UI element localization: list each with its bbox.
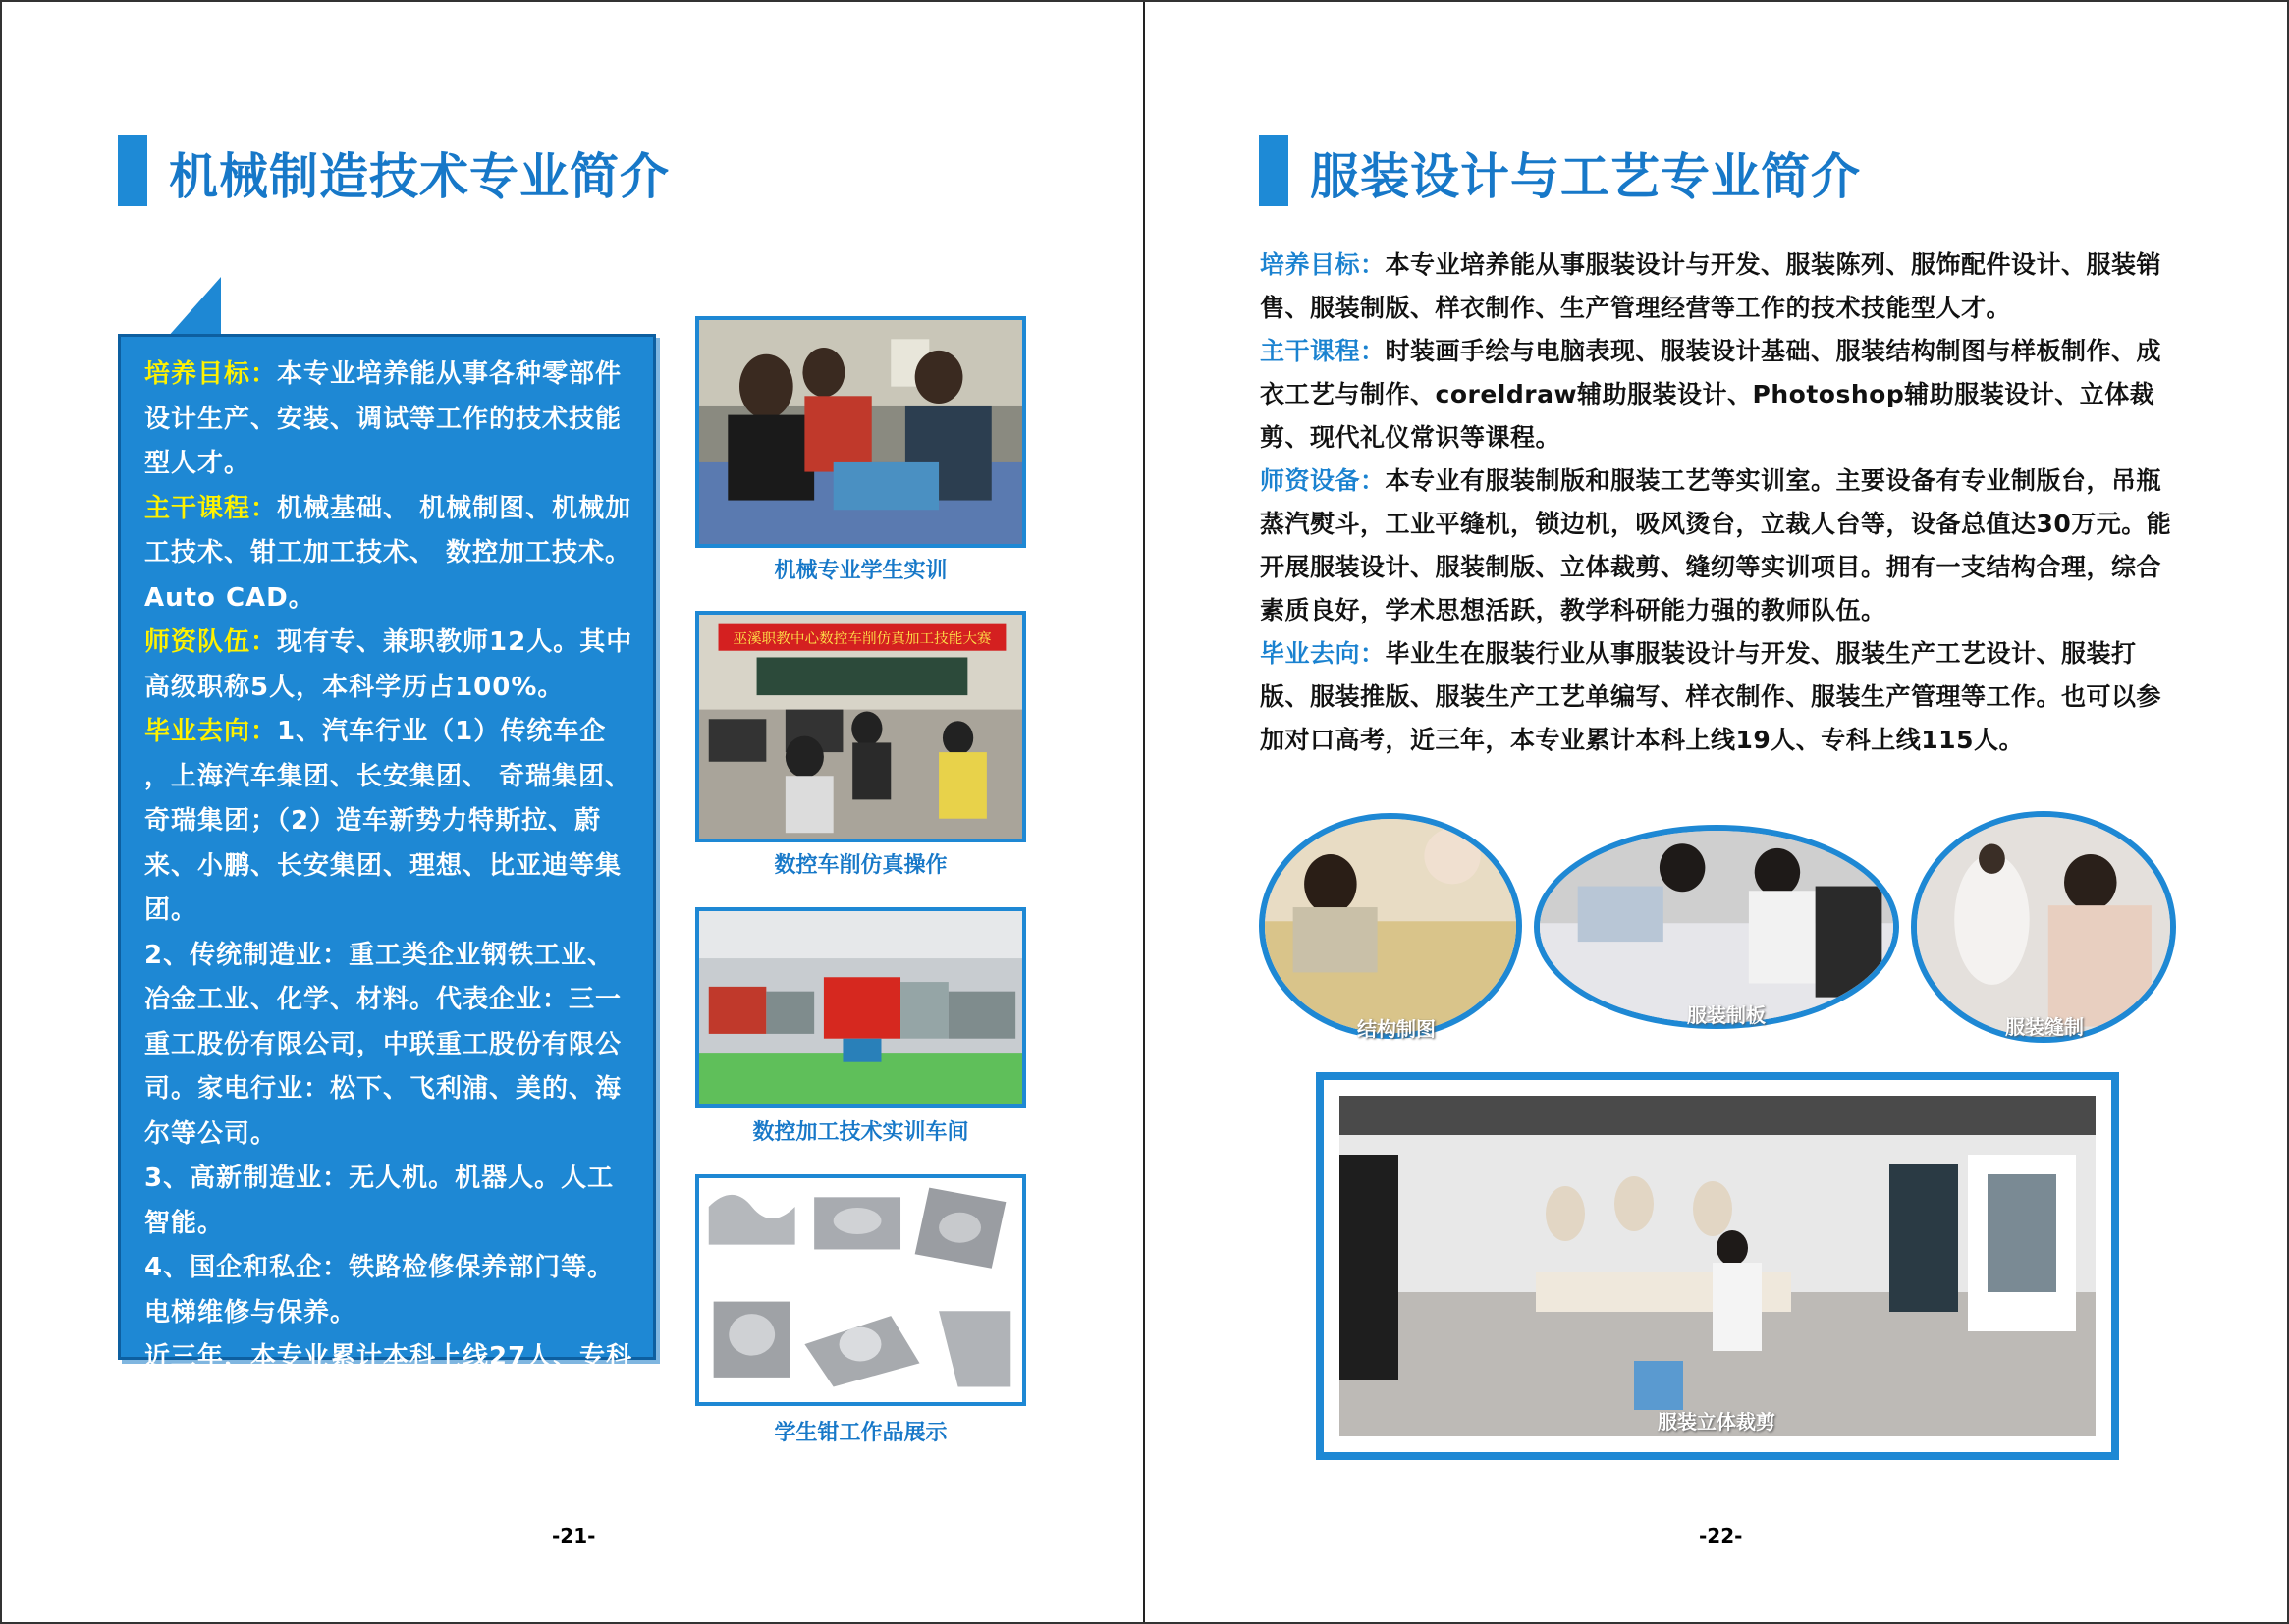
right-page-number: -22- xyxy=(1699,1524,1743,1547)
r-goal-label: 培养目标： xyxy=(1260,250,1386,279)
oval-photo-drafting xyxy=(1259,813,1522,1039)
courses-label: 主干课程： xyxy=(144,493,278,523)
photo-fitter-works xyxy=(695,1174,1026,1406)
r-career-label: 毕业去向： xyxy=(1260,639,1386,668)
r-equipment-text: 本专业有服装制版和服装工艺等实训室。主要设备有专业制版台，吊瓶蒸汽熨斗，工业平缝机，锁边机，吸风烫台，立裁人台等，设备总值达30万元。能开展服装设计、服装制版、立体裁剪、缝纫等实训项目。拥有一支结构合理，综合素质良好，学术思想活跃，教学科研能力强的教师队伍。 xyxy=(1260,466,2172,624)
goal-label: 培养目标： xyxy=(144,359,278,389)
career-label: 毕业去向： xyxy=(144,717,278,746)
title-accent-bar xyxy=(118,135,147,206)
career-text-2: 2、传统制造业：重工类企业钢铁工业、冶金工业、化学、材料。代表企业：三一重工股份有限公司，中联重工股份有限公司。家电行业：松下、飞利浦、美的、海尔等公司。 xyxy=(144,940,623,1149)
r-equipment-label: 师资设备： xyxy=(1260,466,1386,495)
caption-photo4: 学生钳工作品展示 xyxy=(774,1421,948,1445)
oval-caption-1: 结构制图 xyxy=(1357,1017,1436,1041)
oval-photo-sewing xyxy=(1911,811,2176,1043)
left-page xyxy=(0,0,1144,1624)
photo-students-training xyxy=(695,316,1026,548)
photo-cnc-simulation xyxy=(695,611,1026,842)
r-goal-text: 本专业培养能从事服装设计与开发、服装陈列、服饰配件设计、服装销售、服装制版、样衣制作、生产管理经营等工作的技术技能型人才。 xyxy=(1260,250,2162,322)
career-text-4: 4、国企和私企：铁路检修保养部门等。 电梯维修与保养。 xyxy=(144,1253,615,1327)
caption-photo2: 数控车削仿真操作 xyxy=(774,853,948,878)
caption-photo1: 机械专业学生实训 xyxy=(774,559,948,583)
info-text xyxy=(144,352,640,1425)
oval-photo-patternmaking xyxy=(1534,825,1899,1029)
career-text-1: 1、汽车行业（1）传统车企 ，上海汽车集团、长安集团、 奇瑞集团、 奇瑞集团；（2）造车新势力特斯拉、蔚来、小鹏、长安集团、理想、比亚迪等集团。 xyxy=(144,717,632,925)
left-page-number: -21- xyxy=(552,1524,596,1547)
big-photo-caption: 服装立体裁剪 xyxy=(1658,1410,1775,1434)
info-box xyxy=(118,334,656,1417)
oval-caption-3: 服装缝制 xyxy=(2005,1015,2084,1039)
right-page-title: 服装设计与工艺专业简介 xyxy=(1310,148,1861,205)
oval-caption-2: 服装制板 xyxy=(1687,1003,1766,1027)
big-photo-frame xyxy=(1316,1072,2119,1460)
goal-text: 本专业培养能从事各种零部件设计生产、安装、调试等工作的技术技能型人才。 xyxy=(144,359,623,478)
r-career-text: 毕业生在服装行业从事服装设计与开发、服装生产工艺设计、服装打版、服装推版、服装生产工艺单编写、样衣制作、服装生产管理等工作。也可以参加对口高考，近三年，本专业累计本科上线19人、专科上线115人。 xyxy=(1260,639,2162,754)
career-text-3: 3、高新制造业：无人机。机器人。人工智能。 xyxy=(144,1164,615,1238)
photo2-banner-text: 巫溪职教中心数控车削仿真加工技能大赛 xyxy=(733,630,992,647)
fashion-description xyxy=(1260,244,2183,762)
left-page-title: 机械制造技术专业简介 xyxy=(169,148,670,205)
photo-cnc-workshop xyxy=(695,907,1026,1108)
caption-photo3: 数控加工技术实训车间 xyxy=(752,1120,969,1145)
faculty-text: 现有专、兼职教师12人。其中高级职称5人，本科学历占100%。 xyxy=(144,627,633,702)
photo-draping-studio xyxy=(1339,1096,2096,1436)
faculty-label: 师资队伍： xyxy=(144,627,278,657)
speech-tail xyxy=(167,277,226,338)
r-courses-label: 主干课程： xyxy=(1260,337,1386,365)
title-accent-bar xyxy=(1259,135,1288,206)
result-text: 近三年，本专业累计本科上线27人、专科上线152人。 xyxy=(144,1342,633,1417)
courses-text: 机械基础、 机械制图、机械加工技术、钳工加工技术、 数控加工技术。Auto CAD。 xyxy=(144,493,632,613)
r-courses-text: 时装画手绘与电脑表现、服装设计基础、服装结构制图与样板制作、成衣工艺与制作、coreldraw辅助服装设计、Photoshop辅助服装设计、立体裁剪、现代礼仪常识等课程。 xyxy=(1260,337,2162,452)
